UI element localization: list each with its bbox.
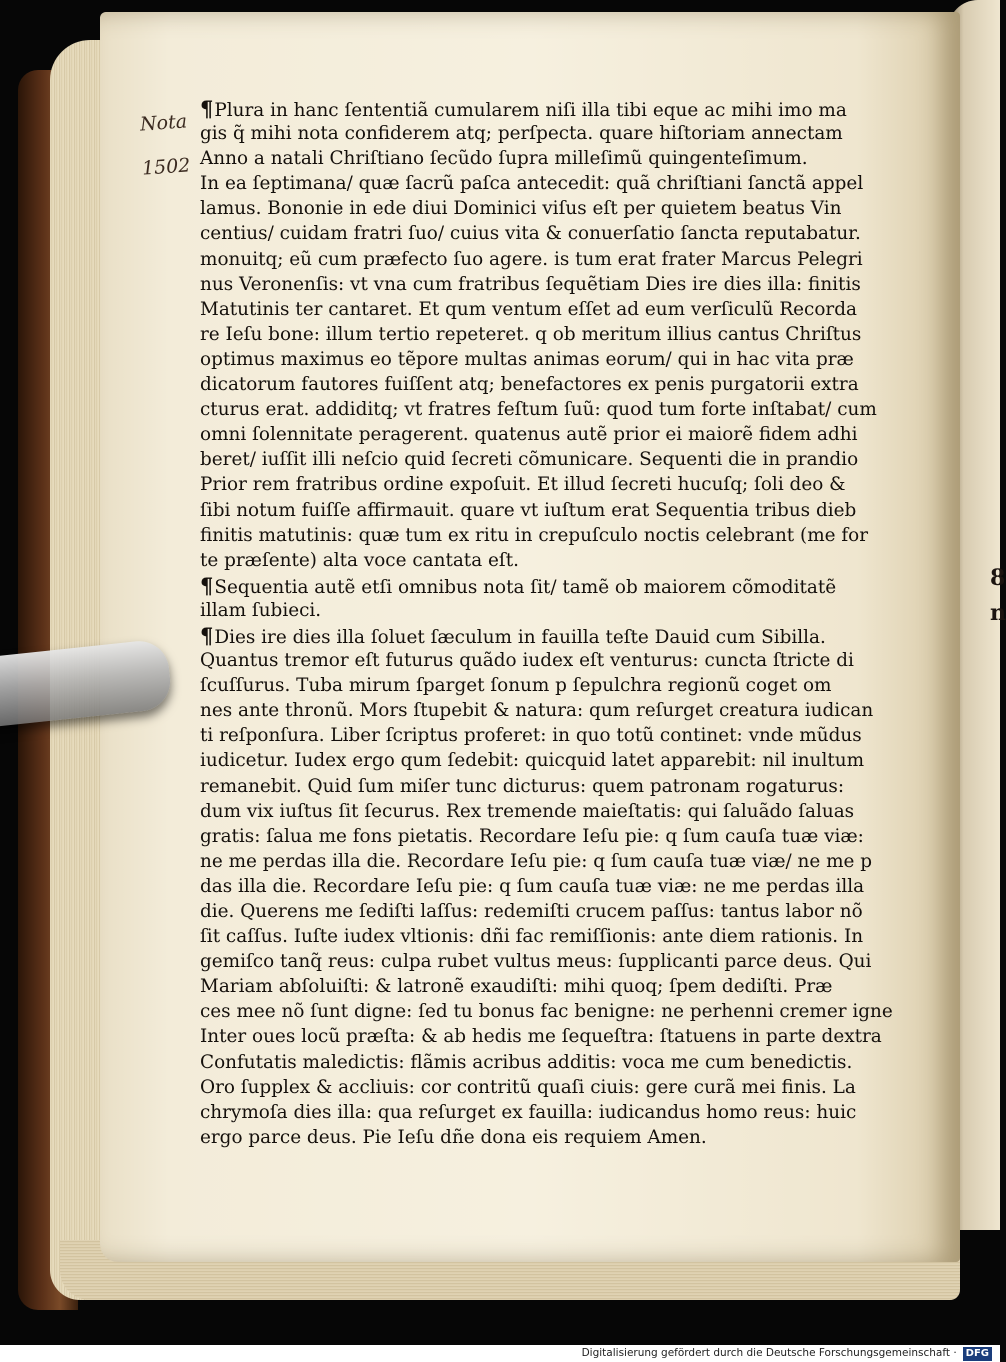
- text-line-content: In ea ſeptimana/ quæ ſacrũ paſca antecedit: quã chriſtiani ſanctã appel: [200, 173, 864, 195]
- text-line: [200, 824, 865, 849]
- text-line-content: ſibi notum fuiſſe affirmauit. quare vt iuſtum erat Sequentia tribus dieb: [200, 499, 857, 521]
- text-line-content: finitis matutinis: quæ tum ex ritu in crepuſculo noctis celebrant (me for: [200, 524, 869, 546]
- text-line-content: chrymoſa dies illa: qua reſurget ex fauilla: iudicandus homo reus: huic: [200, 1101, 857, 1123]
- text-line: [200, 849, 873, 874]
- text-line: [200, 723, 865, 748]
- margin-note-nota: Nota: [139, 110, 188, 136]
- text-line: [200, 121, 865, 146]
- text-line: [200, 96, 865, 121]
- text-line-content: Sequentia autẽ etſi omnibus nota ſit/ tamẽ ob maiorem cõmoditatẽ: [214, 576, 837, 598]
- text-line: [200, 974, 865, 999]
- text-line-content: ne me perdas illa die. Recordare Ieſu pie: q ſum cauſa tuæ viæ/ ne me p: [200, 850, 873, 872]
- text-block: [200, 96, 893, 1150]
- text-line: [200, 523, 869, 548]
- margin-note-year: 1502: [141, 154, 192, 180]
- text-line-content: nus Veronenſis: vt vna cum fratribus ſequẽtiam Dies ire dies illa: finitis: [200, 273, 861, 295]
- text-line: [200, 146, 865, 171]
- text-line-content: omni ſolennitate peragerent. quatenus autẽ prior ei maiorẽ fidem adhi: [200, 424, 858, 446]
- pilcrow-mark: ¶: [200, 572, 214, 598]
- text-line: [200, 472, 865, 497]
- text-line: [200, 648, 865, 673]
- text-line-content: optimus maximus eo tẽpore multas animas eorum/ qui in hac vita præ: [200, 348, 854, 370]
- text-line-content: ces mee nõ ſunt digne: ſed tu bonus fac benigne: ne perhenni cremer igne: [200, 1001, 893, 1023]
- text-line-content: ſcuſſurus. Tuba mirum ſparget ſonum p ſepulchra regionũ coget om: [200, 675, 832, 697]
- text-line: [200, 447, 865, 472]
- text-line: [200, 1050, 865, 1075]
- text-line-content: gemiſco tanq̃ reus: culpa rubet vultus meus: ſupplicanti parce deus. Qui: [200, 951, 872, 973]
- footer-credit: Digitalisierung gefördert durch die Deutsche Forschungsgemeinschaft ·: [581, 1347, 957, 1359]
- text-line-content: cturus erat. addiditq; vt fratres feſtum ſuũ: quod tum forte inſtabat/ cum: [200, 399, 877, 421]
- text-line-content: dum vix iuſtus ſit ſecurus. Rex tremende maieſtatis: qui ſaluãdo ſaluas: [200, 800, 855, 822]
- pilcrow-mark: ¶: [200, 622, 214, 648]
- text-line-content: Confutatis maledictis: flãmis acribus additis: voca me cum benedictis.: [200, 1051, 853, 1073]
- footer-bar: [0, 1345, 1000, 1362]
- text-line-content: gratis: ſalua me fons pietatis. Recordare Ieſu pie: q ſum cauſa tuæ viæ:: [200, 825, 864, 847]
- text-line: [200, 272, 865, 297]
- text-line: [200, 548, 865, 573]
- text-line-content: remanebit. Quid ſum miſer tunc dicturus: quem patronam rogaturus:: [200, 775, 845, 797]
- text-line: [200, 673, 865, 698]
- text-line-content: Quantus tremor eſt futurus quãdo iudex eſt venturus: cuncta ſtricte di: [200, 650, 854, 672]
- facing-page-fragment: n: [990, 600, 1006, 626]
- text-line-content: illam ſubieci.: [200, 599, 322, 621]
- text-line-content: Mariam abſoluiſti: & latronẽ exaudiſti: mihi quoq; ſpem dediſti. Præ: [200, 976, 833, 998]
- text-line-content: ſit caſſus. Iuſte iudex vltionis: dñi fac remiſſionis: ante diem rationis. In: [200, 926, 864, 948]
- text-line: [200, 874, 865, 899]
- text-line-content: beret/ iuſſit illi neſcio quid ſecreti cõmunicare. Sequenti die in prandio: [200, 449, 859, 471]
- text-line: [200, 1100, 865, 1125]
- text-line: [200, 322, 865, 347]
- text-line-content: die. Querens me ſediſti laſſus: redemiſti crucem paſſus: tantus labor nõ: [200, 901, 863, 922]
- pilcrow-mark: ¶: [200, 96, 214, 121]
- text-line-content: monuitq; eũ cum præfecto ſuo agere. is tum erat frater Marcus Pelegri: [200, 248, 863, 270]
- text-line: [200, 422, 865, 447]
- text-line-content: lamus. Bononie in ede diui Dominici viſus eſt per quietem beatus Vin: [200, 198, 842, 220]
- text-line-content: iudicetur. Iudex ergo qum ſedebit: quicquid latet apparebit: nil inultum: [200, 750, 865, 772]
- text-line: [200, 1125, 865, 1150]
- text-line-content: ti reſponſura. Liber ſcriptus proferet: in quo totũ continet: vnde mũdus: [200, 725, 862, 747]
- text-line: [200, 196, 865, 221]
- text-line: [200, 774, 865, 799]
- text-line-content: dicatorum fautores fuiſſent atq; benefactores ex penis purgatorii extra: [200, 374, 859, 396]
- text-line: [200, 949, 872, 974]
- text-line: [200, 999, 893, 1024]
- text-line-content: das illa die. Recordare Ieſu pie: q ſum cauſa tuæ viæ: ne me perdas illa: [200, 875, 865, 897]
- text-line-content: Dies ire dies illa ſoluet ſæculum in fauilla teſte Dauid cum Sibilla.: [214, 626, 826, 648]
- text-line: [200, 924, 865, 949]
- text-line: [200, 799, 865, 824]
- text-line-content: Anno a natali Chriſtiano ſecũdo ſupra milleſimũ quingenteſimum.: [200, 148, 808, 170]
- text-line-content: Matutinis ter cantaret. Et qum ventum eſſet ad eum verſiculũ Recorda: [200, 298, 857, 320]
- text-line: [200, 221, 865, 246]
- text-line: [200, 748, 865, 773]
- text-line: [200, 598, 865, 623]
- text-line-content: Inter oues locũ præſta: & ab hedis me ſequeſtra: ſtatuens in parte dextra: [200, 1026, 882, 1048]
- text-line-content: te præſente) alta voce cantata eſt.: [200, 549, 519, 571]
- text-line: [200, 698, 874, 723]
- text-line-content: centius/ cuidam fratri ſuo/ cuius vita & conuerſatio ſancta reputabatur.: [200, 223, 861, 245]
- text-line-content: re Ieſu bone: illum tertio repeteret. q ob meritum illius cantus Chriſtus: [200, 323, 862, 345]
- text-line-content: Oro ſupplex & accliuis: cor contritũ quaſi ciuis: gere curã mei finis. La: [200, 1076, 856, 1098]
- text-line: [200, 347, 865, 372]
- text-line: [200, 372, 865, 397]
- text-line-content: Plura in hanc ſententiã cumularem niſi illa tibi eque ac mihi imo ma: [214, 100, 847, 121]
- text-line-content: nes ante thronũ. Mors ſtupebit & natura: qum reſurget creatura iudican: [200, 700, 874, 722]
- text-line: [200, 498, 865, 523]
- text-line: [200, 623, 865, 648]
- text-line-content: Prior rem fratribus ordine expoſuit. Et illud ſecreti hucuſq; ſoli deo &: [200, 474, 846, 496]
- facing-page-fragment: 8: [990, 565, 1006, 591]
- text-line: [200, 1024, 882, 1049]
- text-line-content: ergo parce deus. Pie Ieſu dñe dona eis requiem Amen.: [200, 1126, 707, 1148]
- text-line: [200, 297, 865, 322]
- text-line: [200, 1075, 865, 1100]
- dfg-logo: DFG: [963, 1347, 992, 1361]
- text-line: [200, 247, 865, 272]
- text-line: [200, 573, 865, 598]
- text-line: [200, 397, 877, 422]
- text-line: [200, 899, 865, 924]
- text-line-content: gis q̃ mihi nota confiderem atq; perſpecta. quare hiſtoriam annectam: [200, 123, 843, 145]
- text-line: [200, 171, 865, 196]
